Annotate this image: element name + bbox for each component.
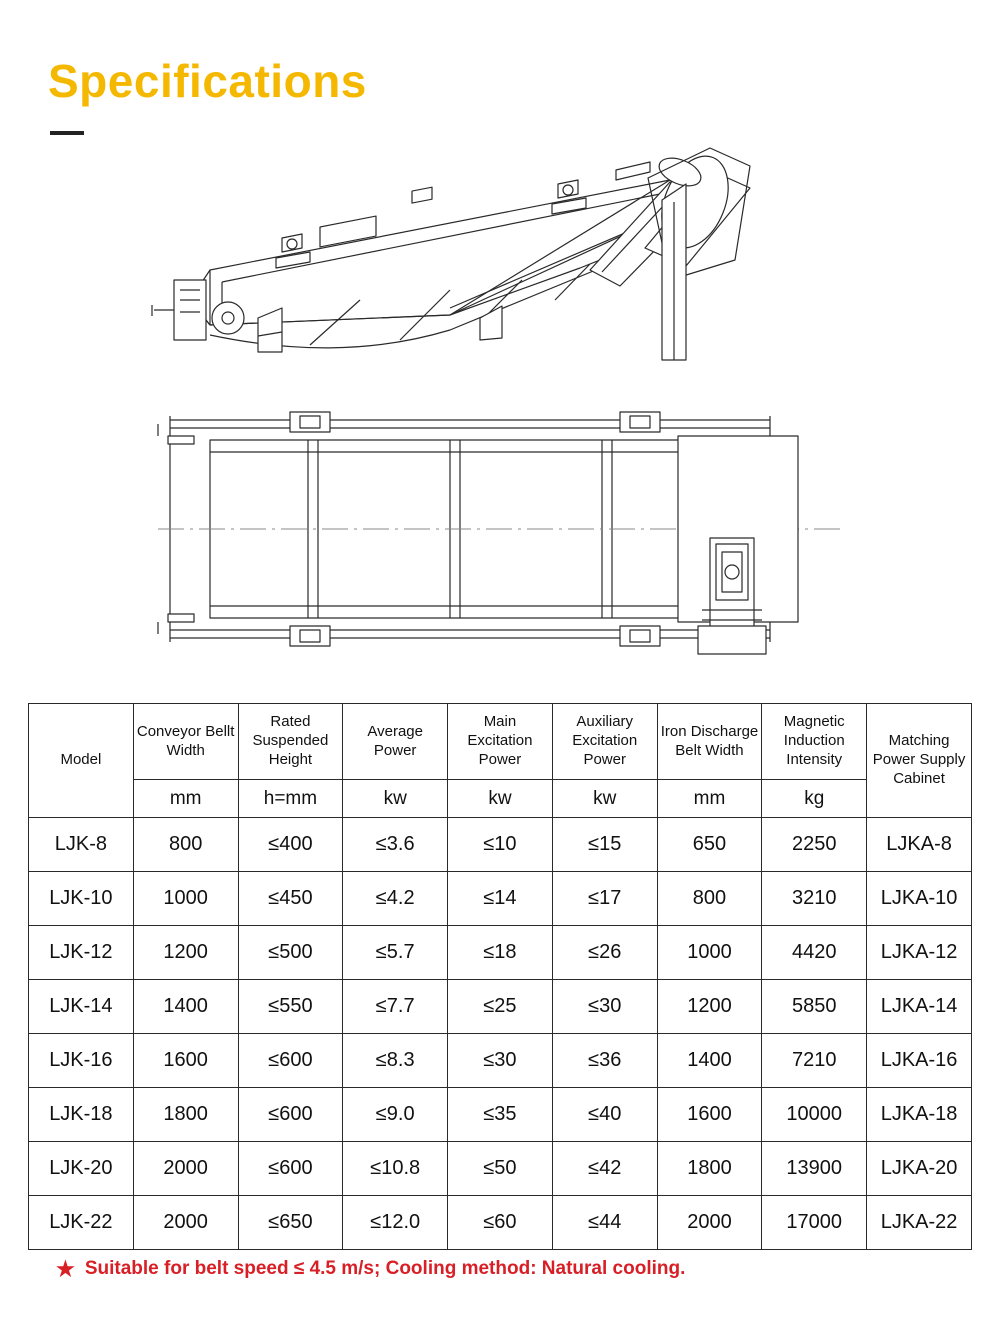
- cell-rated-suspended-height: ≤600: [238, 1034, 343, 1088]
- cell-main-excitation-power: ≤35: [448, 1088, 553, 1142]
- cell-matching-power-supply-cabinet: LJKA-16: [867, 1034, 972, 1088]
- cell-magnetic-induction-intensity: 4420: [762, 926, 867, 980]
- cell-matching-power-supply-cabinet: LJKA-14: [867, 980, 972, 1034]
- cell-average-power: ≤12.0: [343, 1196, 448, 1250]
- cell-iron-discharge-belt-width: 1000: [657, 926, 762, 980]
- cell-auxiliary-excitation-power: ≤42: [552, 1142, 657, 1196]
- cell-main-excitation-power: ≤25: [448, 980, 553, 1034]
- cell-auxiliary-excitation-power: ≤44: [552, 1196, 657, 1250]
- col-header-auxiliary-excitation-power: Auxiliary Excitation Power: [552, 704, 657, 780]
- cell-model: LJK-12: [29, 926, 134, 980]
- cell-matching-power-supply-cabinet: LJKA-18: [867, 1088, 972, 1142]
- cell-rated-suspended-height: ≤600: [238, 1088, 343, 1142]
- cell-rated-suspended-height: ≤600: [238, 1142, 343, 1196]
- title-underline: [50, 131, 84, 135]
- specifications-table: [28, 703, 972, 1250]
- cell-average-power: ≤8.3: [343, 1034, 448, 1088]
- cell-average-power: ≤10.8: [343, 1142, 448, 1196]
- cell-magnetic-induction-intensity: 10000: [762, 1088, 867, 1142]
- table-row: [29, 1142, 972, 1196]
- cell-magnetic-induction-intensity: 13900: [762, 1142, 867, 1196]
- col-header-matching-power-supply-cabinet: Matching Power Supply Cabinet: [867, 704, 972, 818]
- unit-auxiliary-excitation-power: kw: [552, 780, 657, 818]
- cell-magnetic-induction-intensity: 3210: [762, 872, 867, 926]
- star-icon: ★: [56, 1257, 75, 1281]
- table-row: [29, 818, 972, 872]
- table-row: [29, 1088, 972, 1142]
- cell-main-excitation-power: ≤18: [448, 926, 553, 980]
- unit-conveyor-belt-width: mm: [133, 780, 238, 818]
- cell-auxiliary-excitation-power: ≤26: [552, 926, 657, 980]
- cell-matching-power-supply-cabinet: LJKA-20: [867, 1142, 972, 1196]
- cell-auxiliary-excitation-power: ≤17: [552, 872, 657, 926]
- col-header-average-power: Average Power: [343, 704, 448, 780]
- isometric-view: [152, 146, 750, 360]
- cell-main-excitation-power: ≤50: [448, 1142, 553, 1196]
- col-header-conveyor-belt-width: Conveyor Bellt Width: [133, 704, 238, 780]
- cell-conveyor-belt-width: 2000: [133, 1196, 238, 1250]
- product-drawing: [150, 140, 850, 670]
- cell-rated-suspended-height: ≤500: [238, 926, 343, 980]
- table-row: [29, 872, 972, 926]
- footnote-text: Suitable for belt speed ≤ 4.5 m/s; Cooling method: Natural cooling.: [84, 1258, 686, 1279]
- cell-iron-discharge-belt-width: 1600: [657, 1088, 762, 1142]
- cell-average-power: ≤7.7: [343, 980, 448, 1034]
- cell-model: LJK-22: [29, 1196, 134, 1250]
- cell-iron-discharge-belt-width: 800: [657, 872, 762, 926]
- cell-magnetic-induction-intensity: 17000: [762, 1196, 867, 1250]
- cell-rated-suspended-height: ≤400: [238, 818, 343, 872]
- cell-model: LJK-8: [29, 818, 134, 872]
- cell-main-excitation-power: ≤30: [448, 1034, 553, 1088]
- table-row: [29, 1034, 972, 1088]
- cell-average-power: ≤3.6: [343, 818, 448, 872]
- cell-conveyor-belt-width: 2000: [133, 1142, 238, 1196]
- cell-average-power: ≤4.2: [343, 872, 448, 926]
- cell-conveyor-belt-width: 1400: [133, 980, 238, 1034]
- unit-main-excitation-power: kw: [448, 780, 553, 818]
- cell-rated-suspended-height: ≤650: [238, 1196, 343, 1250]
- cell-main-excitation-power: ≤60: [448, 1196, 553, 1250]
- page-title: Specifications: [48, 55, 367, 107]
- cell-magnetic-induction-intensity: 2250: [762, 818, 867, 872]
- cell-matching-power-supply-cabinet: LJKA-12: [867, 926, 972, 980]
- cell-iron-discharge-belt-width: 1400: [657, 1034, 762, 1088]
- cell-average-power: ≤9.0: [343, 1088, 448, 1142]
- cell-model: LJK-14: [29, 980, 134, 1034]
- cell-iron-discharge-belt-width: 1800: [657, 1142, 762, 1196]
- cell-conveyor-belt-width: 1200: [133, 926, 238, 980]
- unit-iron-discharge-belt-width: mm: [657, 780, 762, 818]
- cell-auxiliary-excitation-power: ≤15: [552, 818, 657, 872]
- cell-iron-discharge-belt-width: 650: [657, 818, 762, 872]
- cell-auxiliary-excitation-power: ≤36: [552, 1034, 657, 1088]
- col-header-iron-discharge-belt-width: Iron Discharge Belt Width: [657, 704, 762, 780]
- cell-rated-suspended-height: ≤450: [238, 872, 343, 926]
- unit-rated-suspended-height: h=mm: [238, 780, 343, 818]
- col-header-main-excitation-power: Main Excitation Power: [448, 704, 553, 780]
- unit-average-power: kw: [343, 780, 448, 818]
- cell-conveyor-belt-width: 1800: [133, 1088, 238, 1142]
- unit-magnetic-induction-intensity: kg: [762, 780, 867, 818]
- cell-matching-power-supply-cabinet: LJKA-10: [867, 872, 972, 926]
- cell-conveyor-belt-width: 1000: [133, 872, 238, 926]
- cell-iron-discharge-belt-width: 1200: [657, 980, 762, 1034]
- cell-conveyor-belt-width: 800: [133, 818, 238, 872]
- cell-model: LJK-16: [29, 1034, 134, 1088]
- table-row: [29, 926, 972, 980]
- cell-magnetic-induction-intensity: 7210: [762, 1034, 867, 1088]
- cell-iron-discharge-belt-width: 2000: [657, 1196, 762, 1250]
- cell-conveyor-belt-width: 1600: [133, 1034, 238, 1088]
- table-row: [29, 1196, 972, 1250]
- cell-matching-power-supply-cabinet: LJKA-22: [867, 1196, 972, 1250]
- table-row: [29, 980, 972, 1034]
- table-header-row-labels: [29, 704, 972, 780]
- plan-view: [158, 412, 840, 654]
- col-header-rated-suspended-height: Rated Suspended Height: [238, 704, 343, 780]
- cell-matching-power-supply-cabinet: LJKA-8: [867, 818, 972, 872]
- cell-rated-suspended-height: ≤550: [238, 980, 343, 1034]
- cell-main-excitation-power: ≤14: [448, 872, 553, 926]
- col-header-model: Model: [29, 704, 134, 818]
- table-header-row-units: [29, 780, 972, 818]
- cell-average-power: ≤5.7: [343, 926, 448, 980]
- col-header-magnetic-induction-intensity: Magnetic Induction Intensity: [762, 704, 867, 780]
- cell-model: LJK-18: [29, 1088, 134, 1142]
- cell-model: LJK-10: [29, 872, 134, 926]
- cell-model: LJK-20: [29, 1142, 134, 1196]
- cell-auxiliary-excitation-power: ≤40: [552, 1088, 657, 1142]
- cell-magnetic-induction-intensity: 5850: [762, 980, 867, 1034]
- cell-auxiliary-excitation-power: ≤30: [552, 980, 657, 1034]
- footnote: [56, 1258, 956, 1280]
- cell-main-excitation-power: ≤10: [448, 818, 553, 872]
